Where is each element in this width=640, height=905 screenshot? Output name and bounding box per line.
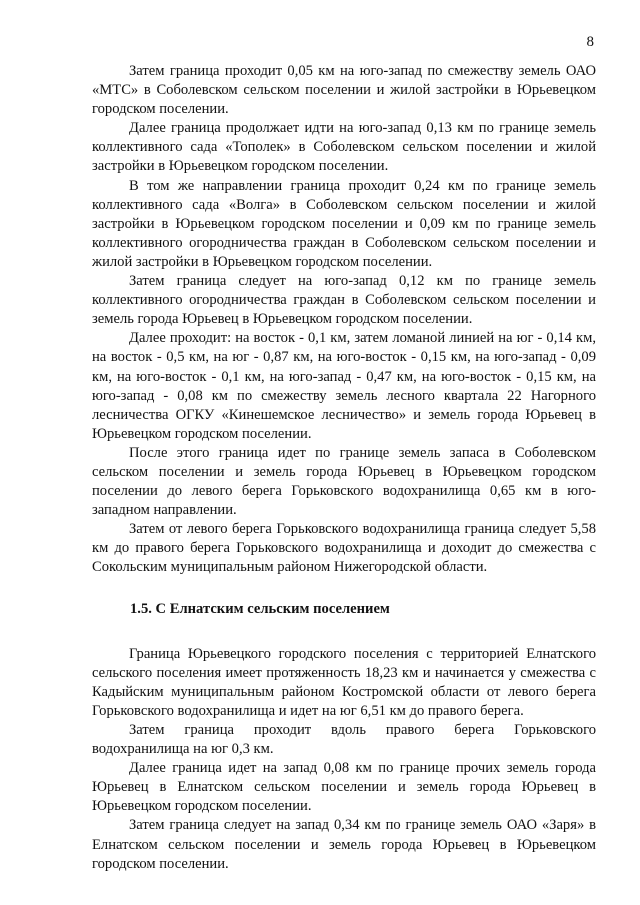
paragraph: Затем граница следует на запад 0,34 км по границе земель ОАО «Заря» в Елнатском сельском поселении и земель города Юрьевец в Юрьевецком городском поселении.	[92, 817, 596, 872]
paragraph: В том же направлении граница проходит 0,24 км по границе земель коллективного сада «Волга» в Соболевском сельском поселении и жилой застройки в Юрьевецком городском поселении и 0,09 км по границе земель коллективного огородничества граждан в Соболевском сельском поселении и жилой застройки в Юрьевецком городском поселении.	[92, 177, 596, 270]
paragraph: Затем от левого берега Горьковского водохранилища граница следует 5,58 км до правого берега Горьковского водохранилища и доходит до смежества с Сокольским муниципальным районом Нижегородской области.	[92, 521, 596, 576]
section-heading: 1.5. С Елнатским сельским поселением	[130, 600, 390, 617]
paragraph: Затем граница проходит 0,05 км на юго-запад по смежеству земель ОАО «МТС» в Соболевском сельском поселении и жилой застройки в Юрьевецком городском поселении.	[92, 63, 596, 118]
paragraph: Далее проходит: на восток - 0,1 км, затем ломаной линией на юг - 0,14 км, на восток - 0,5 км, на юг - 0,87 км, на юго-восток - 0,15 км, на юго-запад - 0,09 км, на юго-восток - 0,1 км, на юго-запад - 0,47 км, на юго-восток - 0,15 км, на юго-запад - 0,08 км по смежеству земель лесного квартала 22 Нагорного лесничества ОГКУ «Кинешемское лесничество» и земель города Юрьевец в Юрьевецком городском поселении.	[92, 330, 596, 442]
paragraph: Граница Юрьевецкого городского поселения с территорией Елнатского сельского поселения имеет протяженность 18,23 км и начинается у смежества с Кадыйским муниципальным районом Костромской области от левого берега Горьковского водохранилища и идет на юг 6,51 км до правого берега.	[92, 645, 596, 719]
paragraph: Затем граница следует на юго-запад 0,12 км по границе земель коллективного огородничества граждан в Соболевском сельском поселении и земель города Юрьевец в Юрьевецком городском поселении.	[92, 273, 596, 328]
document-body	[92, 62, 596, 874]
page-number: 8	[586, 34, 594, 50]
paragraph: Далее граница продолжает идти на юго-запад 0,13 км по границе земель коллективного сада «Тополек» в Соболевском сельском поселении и жилой застройки в Юрьевецком городском поселении.	[92, 120, 596, 175]
paragraph: После этого граница идет по границе земель запаса в Соболевском сельском поселении и земель города Юрьевец в Юрьевецком городском поселении до левого берега Горьковского водохранилища 0,65 км в юго-западном направлении.	[92, 444, 596, 519]
paragraph: Затем граница проходит вдоль правого берега Горьковского водохранилища на юг 0,3 км.	[92, 722, 596, 758]
paragraph: Далее граница идет на запад 0,08 км по границе прочих земель города Юрьевец в Елнатском сельском поселении и земель города Юрьевец в Юрьевецком городском поселении.	[92, 760, 596, 815]
